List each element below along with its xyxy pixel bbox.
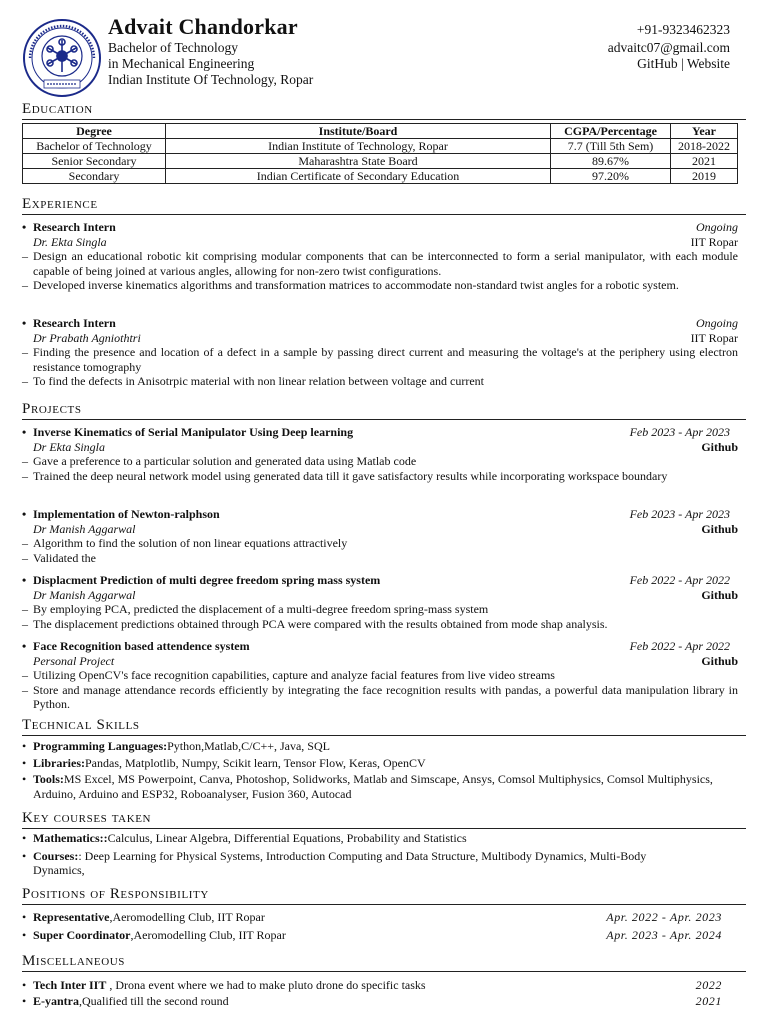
projects-heading: Projects <box>22 401 746 420</box>
skill-item <box>22 772 738 801</box>
course-item <box>22 831 738 846</box>
table-row <box>23 154 738 169</box>
position-item <box>22 910 265 925</box>
project-title: • Displacment Prediction of multi degree freedom spring mass system <box>22 573 380 588</box>
position-date: Apr. 2023 - Apr. 2024 <box>606 927 722 942</box>
misc-heading: Miscellaneous <box>22 953 746 972</box>
skills-list <box>22 739 738 801</box>
skill-label: Tools: <box>33 772 64 787</box>
project-title: • Face Recognition based attendence system <box>22 639 250 654</box>
project-entry <box>22 425 738 483</box>
misc-value: ,Qualified till the second round <box>79 993 229 1008</box>
table-cell: Indian Institute of Technology, Ropar <box>166 139 551 154</box>
table-cell: Bachelor of Technology <box>23 139 166 154</box>
project-point: – Validated the <box>22 551 738 566</box>
institute-logo <box>22 18 102 98</box>
project-date: Feb 2022 - Apr 2022 <box>629 573 730 587</box>
misc-label: E-yantra <box>33 993 79 1008</box>
project-point: – Gave a preference to a particular solution and generated data using Matlab code <box>22 454 738 469</box>
misc-date: 2022 <box>695 978 722 992</box>
table-cell: 97.20% <box>551 169 671 184</box>
position-value: ,Aeromodelling Club, IIT Ropar <box>109 910 265 924</box>
table-cell: Indian Certificate of Secondary Education <box>166 169 551 184</box>
experience-entry <box>22 220 738 293</box>
entry-point: – To find the defects in Anisotrpic material with non linear relation between voltage and current <box>22 374 738 389</box>
position-item <box>22 928 286 943</box>
entry-point: – Developed inverse kinematics algorithms and transformation matrices to accommodate non-standard twist angles for a robotic system. <box>22 278 738 293</box>
profile-links <box>637 56 730 72</box>
project-date: Feb 2022 - Apr 2022 <box>629 639 730 653</box>
project-guide: Dr Ekta Singla <box>33 439 105 454</box>
project-point: – The displacement predictions obtained through PCA were compared with the results obtained from mode shap analysis. <box>22 617 738 632</box>
entry-location: IIT Ropar <box>690 234 738 249</box>
candidate-name: Advait Chandorkar <box>108 14 298 39</box>
institute-line: Indian Institute Of Technology, Ropar <box>108 72 314 87</box>
education-table <box>22 123 738 184</box>
position-label: Super Coordinator <box>33 927 131 942</box>
courses-heading: Key courses taken <box>22 810 746 829</box>
misc-label: Tech Inter IIT <box>33 978 107 992</box>
skill-label: Libraries: <box>33 755 85 770</box>
misc-list <box>22 978 738 1008</box>
project-github-link[interactable]: Github <box>701 587 738 602</box>
position-label: Representative <box>33 910 110 924</box>
skills-heading: Technical Skills <box>22 717 746 736</box>
course-label: Courses: <box>33 848 79 863</box>
table-cell: 7.7 (Till 5th Sem) <box>551 139 671 154</box>
table-cell: Senior Secondary <box>23 154 166 169</box>
project-entry <box>22 639 738 712</box>
project-point: – Trained the deep neural network model using generated data till it gave satisfactory results while incorporating workspace boundary <box>22 469 738 484</box>
phone-number: +91-9323462323 <box>636 22 730 37</box>
project-entry <box>22 507 738 565</box>
project-point: – Utilizing OpenCV's face recognition capabilities, capture and analyze facial features from live video streams <box>22 668 738 683</box>
entry-status: Ongoing <box>696 220 738 234</box>
misc-date: 2021 <box>695 993 722 1008</box>
table-cell: 89.67% <box>551 154 671 169</box>
project-title: • Inverse Kinematics of Serial Manipulator Using Deep learning <box>22 425 353 440</box>
course-value: : Deep Learning for Physical Systems, Introduction Computing and Data Structure, Multibody Dynamics, Multi-Body Dynamics, <box>33 848 647 878</box>
project-github-link[interactable]: Github <box>701 521 738 536</box>
table-row <box>23 139 738 154</box>
website-link[interactable]: Website <box>686 56 730 71</box>
project-date: Feb 2023 - Apr 2023 <box>629 507 730 521</box>
entry-location: IIT Ropar <box>690 330 738 345</box>
project-guide: Dr Manish Aggarwal <box>33 521 136 536</box>
education-header-row <box>23 124 738 139</box>
skill-item <box>22 756 738 771</box>
experience-entry <box>22 316 738 389</box>
table-cell: 2018-2022 <box>671 139 738 154</box>
degree-line: Bachelor of Technology <box>108 40 239 55</box>
courses-list <box>22 831 738 878</box>
table-cell: 2021 <box>671 154 738 169</box>
positions-list <box>22 910 738 942</box>
position-value: ,Aeromodelling Club, IIT Ropar <box>130 927 286 942</box>
column-header: Institute/Board <box>166 124 551 139</box>
project-title: • Implementation of Newton-ralphson <box>22 507 220 522</box>
entry-supervisor: Dr Prabath Agniothtri <box>33 330 141 345</box>
email-address[interactable]: advaitc07@gmail.com <box>607 40 730 55</box>
project-entry <box>22 573 738 631</box>
skill-item <box>22 739 738 754</box>
table-row <box>23 169 738 184</box>
project-guide: Dr Manish Aggarwal <box>33 587 136 602</box>
skill-value: Python,Matlab,C/C++, Java, SQL <box>167 739 330 753</box>
entry-title: • Research Intern <box>22 220 116 235</box>
position-date: Apr. 2022 - Apr. 2023 <box>606 910 722 924</box>
course-item <box>22 849 738 878</box>
entry-supervisor: Dr. Ekta Singla <box>33 234 107 249</box>
table-cell: Maharashtra State Board <box>166 154 551 169</box>
table-cell: 2019 <box>671 169 738 184</box>
skill-value: Pandas, Matplotlib, Numpy, Scikit learn, Tensor Flow, Keras, OpenCV <box>85 755 426 770</box>
course-label: Mathematics:: <box>33 831 108 845</box>
table-cell: Secondary <box>23 169 166 184</box>
project-point: – By employing PCA, predicted the displacement of a multi-degree freedom spring-mass system <box>22 602 738 617</box>
project-github-link[interactable]: Github <box>701 653 738 668</box>
branch-line: in Mechanical Engineering <box>108 56 255 71</box>
misc-value: , Drona event where we had to make pluto drone do specific tasks <box>106 978 426 992</box>
link-separator: | <box>681 56 684 71</box>
entry-status: Ongoing <box>696 316 738 330</box>
misc-item <box>22 994 229 1009</box>
skill-value: MS Excel, MS Powerpoint, Canva, Photoshop, Solidworks, Matlab and Simscape, Ansys, Comsol Multiphysics, Comsol Multiphysics, Arduino, Arduino and ESP32, Roboanalyser, Fusion 360, Autocad <box>33 772 713 801</box>
misc-item <box>22 978 426 993</box>
project-point: – Store and manage attendance records efficiently by integrating the face recognition results with pandas, a powerful data manipulation library in Python. <box>22 683 738 712</box>
project-date: Feb 2023 - Apr 2023 <box>629 425 730 439</box>
entry-point: – Finding the presence and location of a defect in a sample by passing direct current and measuring the voltage's at the periphery using electron resistance tomography <box>22 345 738 374</box>
project-point: – Algorithm to find the solution of non linear equations attractively <box>22 536 738 551</box>
entry-title: • Research Intern <box>22 316 116 331</box>
github-link[interactable]: GitHub <box>637 56 678 71</box>
positions-heading: Positions of Responsibility <box>22 886 746 905</box>
entry-point: – Design an educational robotic kit comprising modular components that can be interconnected to form a serial manipulator, with each module capable of being joined at various angles, allowing for non-zero twist configurations. <box>22 249 738 278</box>
project-github-link[interactable]: Github <box>701 439 738 454</box>
course-value: Calculus, Linear Algebra, Differential Equations, Probability and Statistics <box>107 831 467 845</box>
column-header: CGPA/Percentage <box>551 124 671 139</box>
column-header: Year <box>671 124 738 139</box>
column-header: Degree <box>23 124 166 139</box>
education-heading: Education <box>22 101 746 120</box>
skill-label: Programming Languages: <box>33 739 168 753</box>
experience-heading: Experience <box>22 196 746 215</box>
project-guide: Personal Project <box>33 653 115 668</box>
